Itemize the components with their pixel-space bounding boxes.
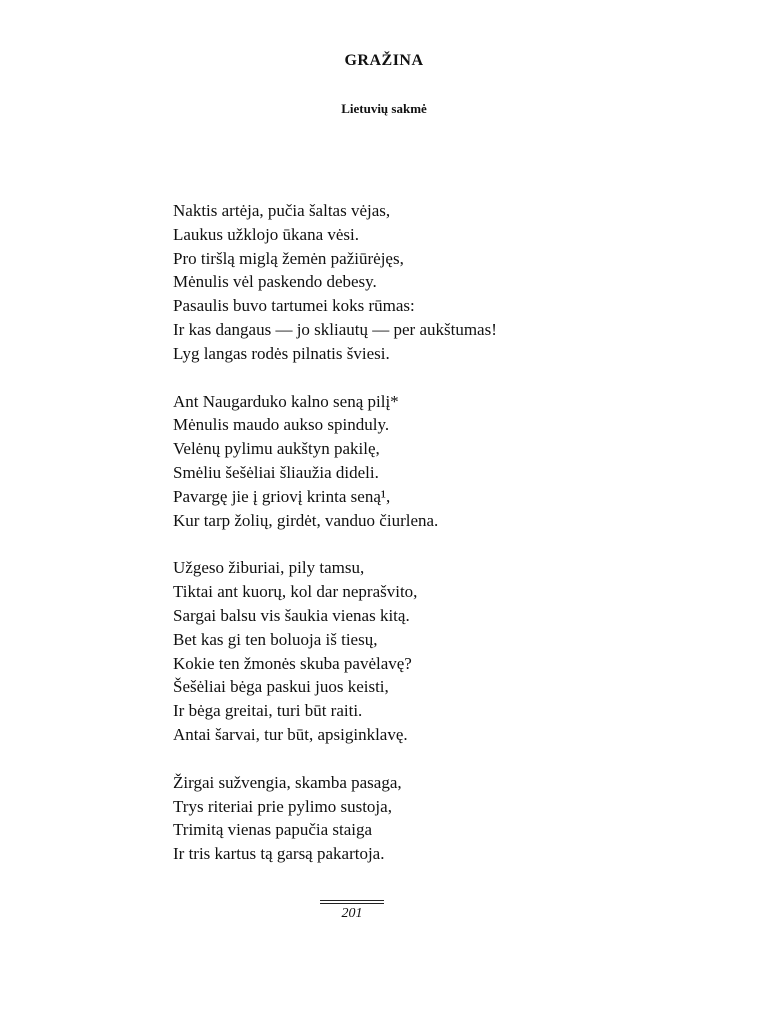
poem-line: Sargai balsu vis šaukia vienas kitą. <box>173 605 410 625</box>
poem-line: Pro tiršlą miglą žemėn pažiūrėjęs, <box>173 248 404 268</box>
poem-line: Velėnų pylimu aukštyn pakilę, <box>173 439 380 459</box>
poem-line: Mėnulis maudo aukso spinduly. <box>173 415 390 435</box>
poem-line: Šešėliai bėga paskui juos keisti, <box>173 677 389 697</box>
page-subtitle: Lietuvių sakmė <box>341 101 427 116</box>
poem-line: Pavargę jie į griovį krinta seną¹, <box>173 486 391 506</box>
poem-body <box>173 199 733 890</box>
stanza-2 <box>173 390 733 533</box>
page-number: 201 <box>341 906 363 921</box>
poem-line: Mėnulis vėl paskendo debesy. <box>173 272 377 292</box>
poem-line: Tiktai ant kuorų, kol dar neprašvito, <box>173 582 418 602</box>
poem-line: Lyg langas rodės pilnatis šviesi. <box>173 343 390 363</box>
stanza-1 <box>173 199 733 366</box>
poem-line: Bet kas gi ten boluoja iš tiesų, <box>173 629 378 649</box>
poem-line: Laukus užklojo ūkana vėsi. <box>173 224 360 244</box>
footer-rule <box>320 900 384 904</box>
poem-line: Ir kas dangaus — jo skliautų — per aukštumas! <box>173 319 497 339</box>
poem-line: Ant Naugarduko kalno seną pilį* <box>173 391 399 411</box>
poem-line: Trimitą vienas papučia staiga <box>173 820 373 840</box>
poem-line: Kur tarp žolių, girdėt, vanduo čiurlena. <box>173 510 439 530</box>
poem-line: Antai šarvai, tur būt, apsiginklavę. <box>173 724 408 744</box>
page-footer <box>316 900 388 922</box>
poem-line: Ir bėga greitai, turi būt raiti. <box>173 701 363 721</box>
stanza-3 <box>173 556 733 746</box>
poem-line: Smėliu šešėliai šliaužia dideli. <box>173 462 379 482</box>
poem-line: Žirgai sužvengia, skamba pasaga, <box>173 772 402 792</box>
poem-line: Naktis artėja, pučia šaltas vėjas, <box>173 201 391 220</box>
poem-line: Kokie ten žmonės skuba pavėlavę? <box>173 653 412 673</box>
stanza-4 <box>173 771 733 866</box>
poem-line: Užgeso žiburiai, pily tamsu, <box>173 558 365 578</box>
poem-line: Trys riteriai prie pylimo sustoja, <box>173 796 392 816</box>
page-title: GRAŽINA <box>344 52 424 69</box>
poem-line: Pasaulis buvo tartumei koks rūmas: <box>173 296 415 316</box>
poem-line: Ir tris kartus tą garsą pakartoja. <box>173 844 385 864</box>
